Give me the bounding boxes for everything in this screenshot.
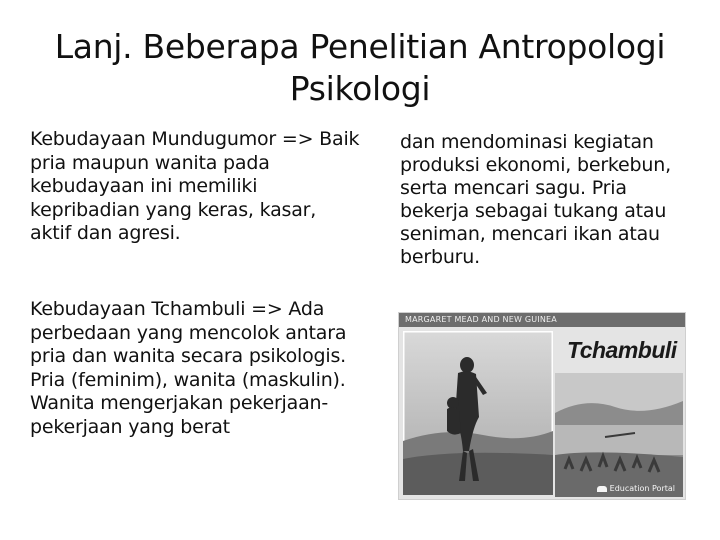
tchambuli-photo (398, 312, 686, 500)
photo-image (403, 331, 553, 495)
photo-credit (597, 484, 675, 493)
paragraph-continued: dan mendominasi kegiatan produksi ekonomi, berkebun, serta mencari sagu. Pria bekerja sebagai tukang atau seniman, mencari ikan atau berburu. (400, 131, 671, 268)
paragraph-mundugumor: Kebudayaan Mundugumor => Baik pria maupun wanita pada kebudayaan ini memiliki kepribadian yang keras, kasar, aktif dan agresi. (30, 128, 360, 244)
photo-credit-text: Education Portal (609, 484, 675, 493)
slide-title (20, 26, 700, 110)
title-line-2: Psikologi (289, 69, 431, 108)
logo-icon (597, 486, 607, 492)
paragraph-tchambuli: Kebudayaan Tchambuli => Ada perbedaan yang mencolok antara pria dan wanita secara psikologis. Pria (feminim), wanita (maskulin). Wanita mengerjakan pekerjaan-pekerjaan yang berat (30, 298, 347, 438)
photo-header: MARGARET MEAD AND NEW GUINEA (399, 313, 685, 327)
photo-caption: Tchambuli (567, 337, 677, 363)
title-line-1: Lanj. Beberapa Penelitian Antropologi (54, 27, 666, 66)
landscape-image (555, 373, 683, 497)
